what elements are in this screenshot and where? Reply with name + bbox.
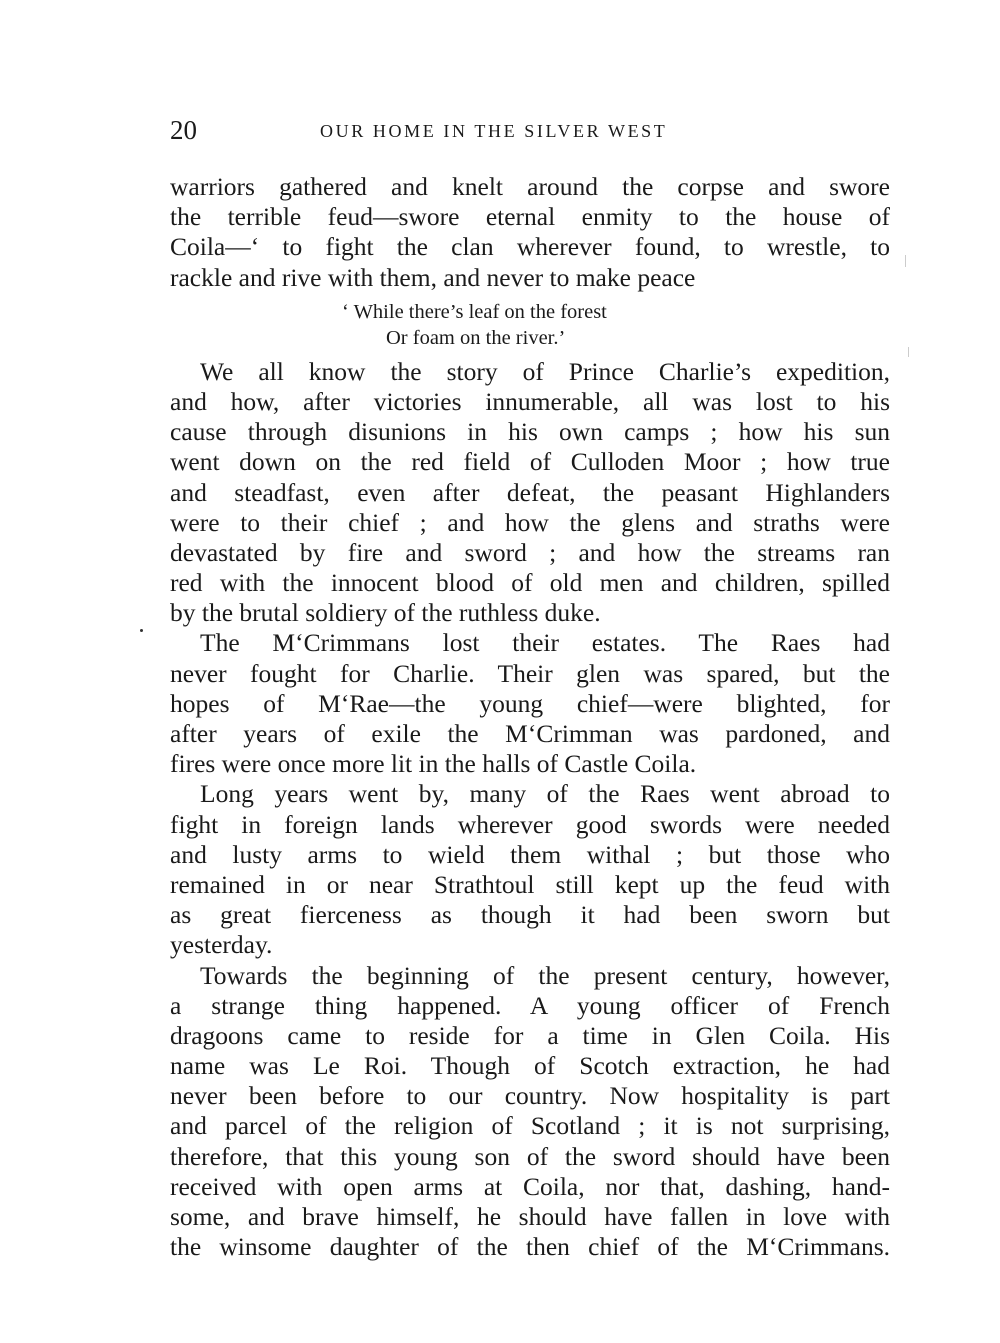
paragraph-3: [170, 628, 890, 779]
paragraph-5: [170, 961, 890, 1263]
text-line: after years of exile the M‘Crimman was pardoned, and: [170, 719, 890, 748]
text-line: warriors gathered and knelt around the corpse and swore: [170, 172, 890, 201]
text-line: remained in or near Strathtoul still kept up the feud with: [170, 869, 890, 899]
verse-quote: [170, 299, 890, 351]
text-line: Long years went by, many of the Raes went abroad to: [200, 779, 890, 809]
text-line: the winsome daughter of the then chief of the M‘Crimmans.: [170, 1232, 890, 1262]
text-line: a strange thing happened. A young officer of French: [170, 990, 890, 1020]
page-header: [170, 112, 890, 148]
text-line: by the brutal soldiery of the ruthless duke.: [170, 598, 601, 628]
paragraph-1: [170, 172, 890, 293]
text-line: as great fierceness as though it had been sworn but: [170, 900, 890, 930]
text-line: and how, after victories innumerable, all was lost to his: [170, 386, 890, 416]
text-line: and steadfast, even after defeat, the peasant Highlanders: [170, 477, 890, 507]
text-line: were to their chief ; and how the glens and straths were: [170, 507, 890, 537]
text-line: hopes of M‘Rae—the young chief—were blighted, for: [170, 688, 890, 718]
text-line: Towards the beginning of the present century, however,: [200, 960, 890, 990]
text-line: We all know the story of Prince Charlie’s expedition,: [200, 356, 890, 386]
verse-line: Or foam on the river.’: [386, 326, 566, 349]
text-line: never fought for Charlie. Their glen was spared, but the: [170, 658, 890, 688]
text-line: The M‘Crimmans lost their estates. The Raes had: [200, 628, 890, 658]
text-line: dragoons came to reside for a time in Glen Coila. His: [170, 1020, 890, 1050]
text-line: and lusty arms to wield them withal ; but those who: [170, 839, 890, 869]
text-line: name was Le Roi. Though of Scotch extraction, he had: [170, 1051, 890, 1081]
verse-line: ‘ While there’s leaf on the forest: [342, 300, 607, 323]
text-line: yesterday.: [170, 930, 273, 960]
text-line: fires were once more lit in the halls of Castle Coila.: [170, 749, 697, 779]
running-title: OUR HOME IN THE SILVER WEST: [320, 121, 668, 141]
text-line: never been before to our country. Now hospitality is part: [170, 1081, 890, 1111]
scan-mark: [905, 255, 906, 267]
text-line: some, and brave himself, he should have fallen in love with: [170, 1202, 890, 1231]
text-line: the terrible feud—swore eternal enmity to the house of: [170, 202, 890, 232]
text-line: cause through disunions in his own camps ; how his sun: [170, 417, 890, 447]
text-line: red with the innocent blood of old men and children, spilled: [170, 568, 890, 598]
page-number: 20: [170, 115, 197, 145]
text-line: rackle and rive with them, and never to make peace: [170, 262, 696, 292]
text-line: therefore, that this young son of the sword should have been: [170, 1141, 890, 1171]
paragraph-4: [170, 779, 890, 960]
paragraph-2: [170, 357, 890, 629]
scan-speck: [140, 629, 143, 632]
text-line: fight in foreign lands wherever good swords were needed: [170, 809, 890, 839]
text-line: received with open arms at Coila, nor that, dashing, hand-: [170, 1171, 890, 1201]
scan-mark: [908, 347, 909, 357]
text-line: Coila—‘ to fight the clan wherever found, to wrestle, to: [170, 232, 890, 262]
body-text: [170, 172, 890, 1262]
text-line: went down on the red field of Culloden Moor ; how true: [170, 447, 890, 477]
text-line: and parcel of the religion of Scotland ; it is not surprising,: [170, 1111, 890, 1141]
text-line: devastated by fire and sword ; and how the streams ran: [170, 537, 890, 567]
